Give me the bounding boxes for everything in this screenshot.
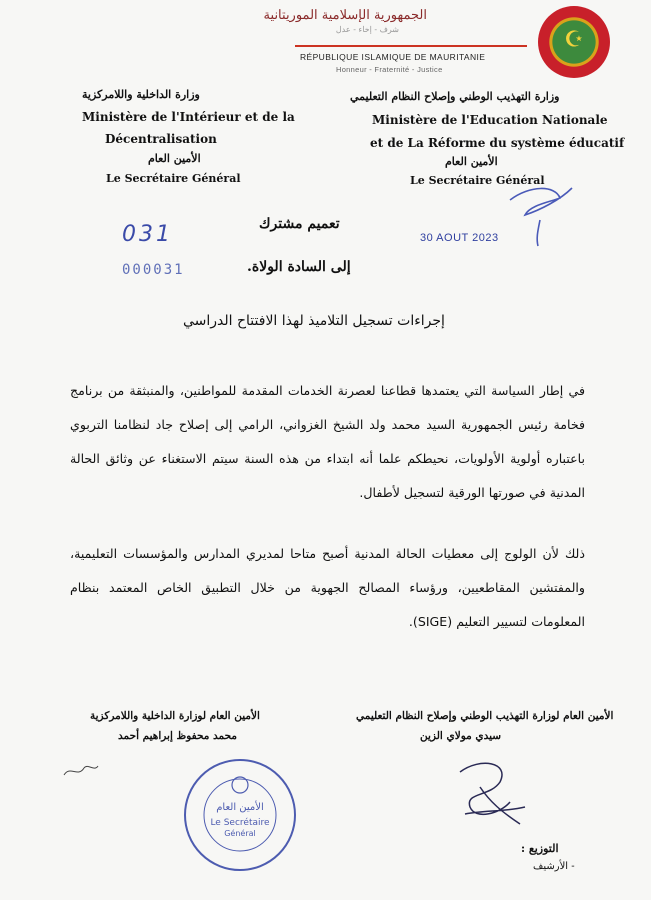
right-sg-arabic: الأمين العام <box>445 155 498 168</box>
subject-line: إجراءات تسجيل التلاميذ لهذا الافتتاح الدراسي <box>183 313 445 329</box>
circular-title: تعميم مشترك <box>259 216 340 232</box>
right-sg-french: Le Secrétaire Général <box>410 174 545 187</box>
stamp-text-arabic: الأمين العام <box>216 802 264 813</box>
initials-mark-icon <box>60 760 100 780</box>
date-stamp: 30 AOUT 2023 <box>420 232 499 244</box>
handwritten-reference-number: 031 <box>122 222 173 247</box>
addressee: إلى السادة الولاة. <box>247 259 351 275</box>
stamp-text-french-2: Général <box>224 829 256 838</box>
left-sg-arabic: الأمين العام <box>148 152 201 165</box>
right-signatory-title: الأمين العام لوزارة التهذيب الوطني وإصلاح النظام التعليمي <box>356 710 614 722</box>
official-round-stamp <box>180 755 300 875</box>
distribution-label: التوزيع : <box>521 842 559 855</box>
republic-name-arabic: الجمهورية الإسلامية الموريتانية <box>263 8 427 23</box>
right-ministry-name-french-2: et de La Réforme du système éducatif <box>370 136 625 150</box>
right-ministry-name-french-1: Ministère de l'Education Nationale <box>372 113 608 127</box>
left-signatory-title: الأمين العام لوزارة الداخلية واللامركزية <box>90 710 260 722</box>
distribution-item: - الأرشيف <box>533 861 575 872</box>
left-sg-french: Le Secrétaire Général <box>106 172 241 185</box>
republic-name-french: RÉPUBLIQUE ISLAMIQUE DE MAURITANIE <box>300 52 486 62</box>
left-ministry-name-french-1: Ministère de l'Intérieur et de la <box>82 110 295 124</box>
left-ministry-name-arabic: وزارة الداخلية واللامركزية <box>82 88 200 101</box>
left-signatory-name: محمد محفوظ إبراهيم أحمد <box>118 730 238 742</box>
right-ministry-name-arabic: وزارة التهذيب الوطني وإصلاح النظام التعليمي <box>350 90 560 103</box>
motto-french: Honneur - Fraternité - Justice <box>336 65 443 74</box>
right-signatory-name: سيدي مولاي الزين <box>420 730 502 742</box>
stamped-reference-number: 000031 <box>122 262 185 278</box>
stamp-text-french-1: Le Secrétaire <box>210 818 270 828</box>
left-ministry-name-french-2: Décentralisation <box>105 132 217 146</box>
handwritten-annotation-icon <box>500 180 580 250</box>
national-seal-icon: ☪ <box>538 6 610 78</box>
signature-icon <box>440 752 540 832</box>
body-paragraph-2: ذلك لأن الولوج إلى معطيات الحالة المدنية أصبح متاحا لمديري المدارس والمؤسسات التعليمية، والمفتشين المقاطعيين، ورؤساء المصالح الجهوية من خلال التطبيق الخاص المعتمد بنظام المعلومات لتسيير التعليم (SIGE). <box>70 546 585 629</box>
body-paragraph-1: في إطار السياسة التي يعتمدها قطاعنا لعصرنة الخدمات المقدمة للمواطنين، والمنبثقة من برنامج فخامة رئيس الجمهورية السيد محمد ولد الشيخ الغزواني، الرامي إلى إصلاح جاد لنظامنا التربوي باعتباره أولوية الأولويات، نحيطكم علما أنه ابتداء من هذه السنة سيتم الاستغناء عن وثائق الحالة المدنية في صورتها الورقية لتسجيل لأطفال. <box>70 383 585 500</box>
motto-arabic: شرف - إخاء - عدل <box>335 25 399 34</box>
header-divider <box>295 45 527 47</box>
